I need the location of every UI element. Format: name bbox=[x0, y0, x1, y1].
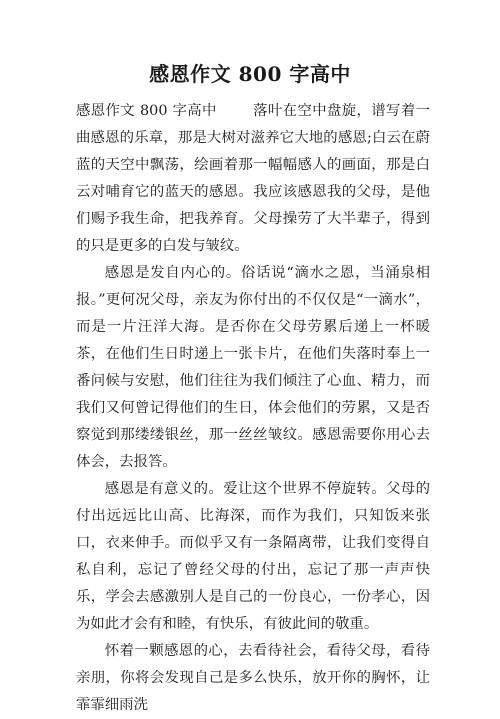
paragraph-1-lead: 感恩作文 800 字高中 bbox=[76, 103, 217, 119]
document-body bbox=[76, 98, 430, 719]
paragraph-3: 感恩是有意义的。爱让这个世界不停旋转。父母的付出远远比山高、比海深，而作为我们，只知饭来张口，衣来伸手。而似乎又有一条隔离带，让我们变得自私自利，忘记了曾经父母的付出，忘记了那一声声快乐，学会去感激别人是自己的一份良心，一份孝心，因为如此才会有和睦，有快乐，有彼此间的敬重。 bbox=[76, 481, 430, 632]
document-title: 感恩作文 800 字高中 bbox=[149, 62, 351, 86]
paragraph-1 bbox=[76, 98, 430, 260]
paragraph-2: 感恩是发自内心的。俗话说“滴水之恩，当涌泉相报。”更何况父母，亲友为你付出的不仅仅是“一滴水”，而是一片汪洋大海。是否你在父母劳累后递上一杯暖茶，在他们生日时递上一张卡片，在他们失落时奉上一番问候与安慰，他们往往为我们倾注了心血、精力，而我们又何曾记得他们的生日，体会他们的劳累，又是否察觉到那缕缕银丝，那一丝丝皱纹。感恩需要你用心去体会，去报答。 bbox=[76, 265, 430, 470]
paragraph-1-text: 落叶在空中盘旋，谱写着一曲感恩的乐章，那是大树对滋养它大地的感恩;白云在蔚蓝的天空中飘荡，绘画着那一幅幅感人的画面，那是白云对哺育它的蓝天的感恩。我应该感恩我的父母，是他们赐予我生命，把我养育。父母操劳了大半辈子，得到的只是更多的白发与皱纹。 bbox=[76, 103, 430, 254]
paragraph-4: 怀着一颗感恩的心，去看待社会，看待父母，看待亲朋，你将会发现自己是多么快乐，放开你的胸怀，让霏霏细雨洗 bbox=[76, 643, 430, 713]
